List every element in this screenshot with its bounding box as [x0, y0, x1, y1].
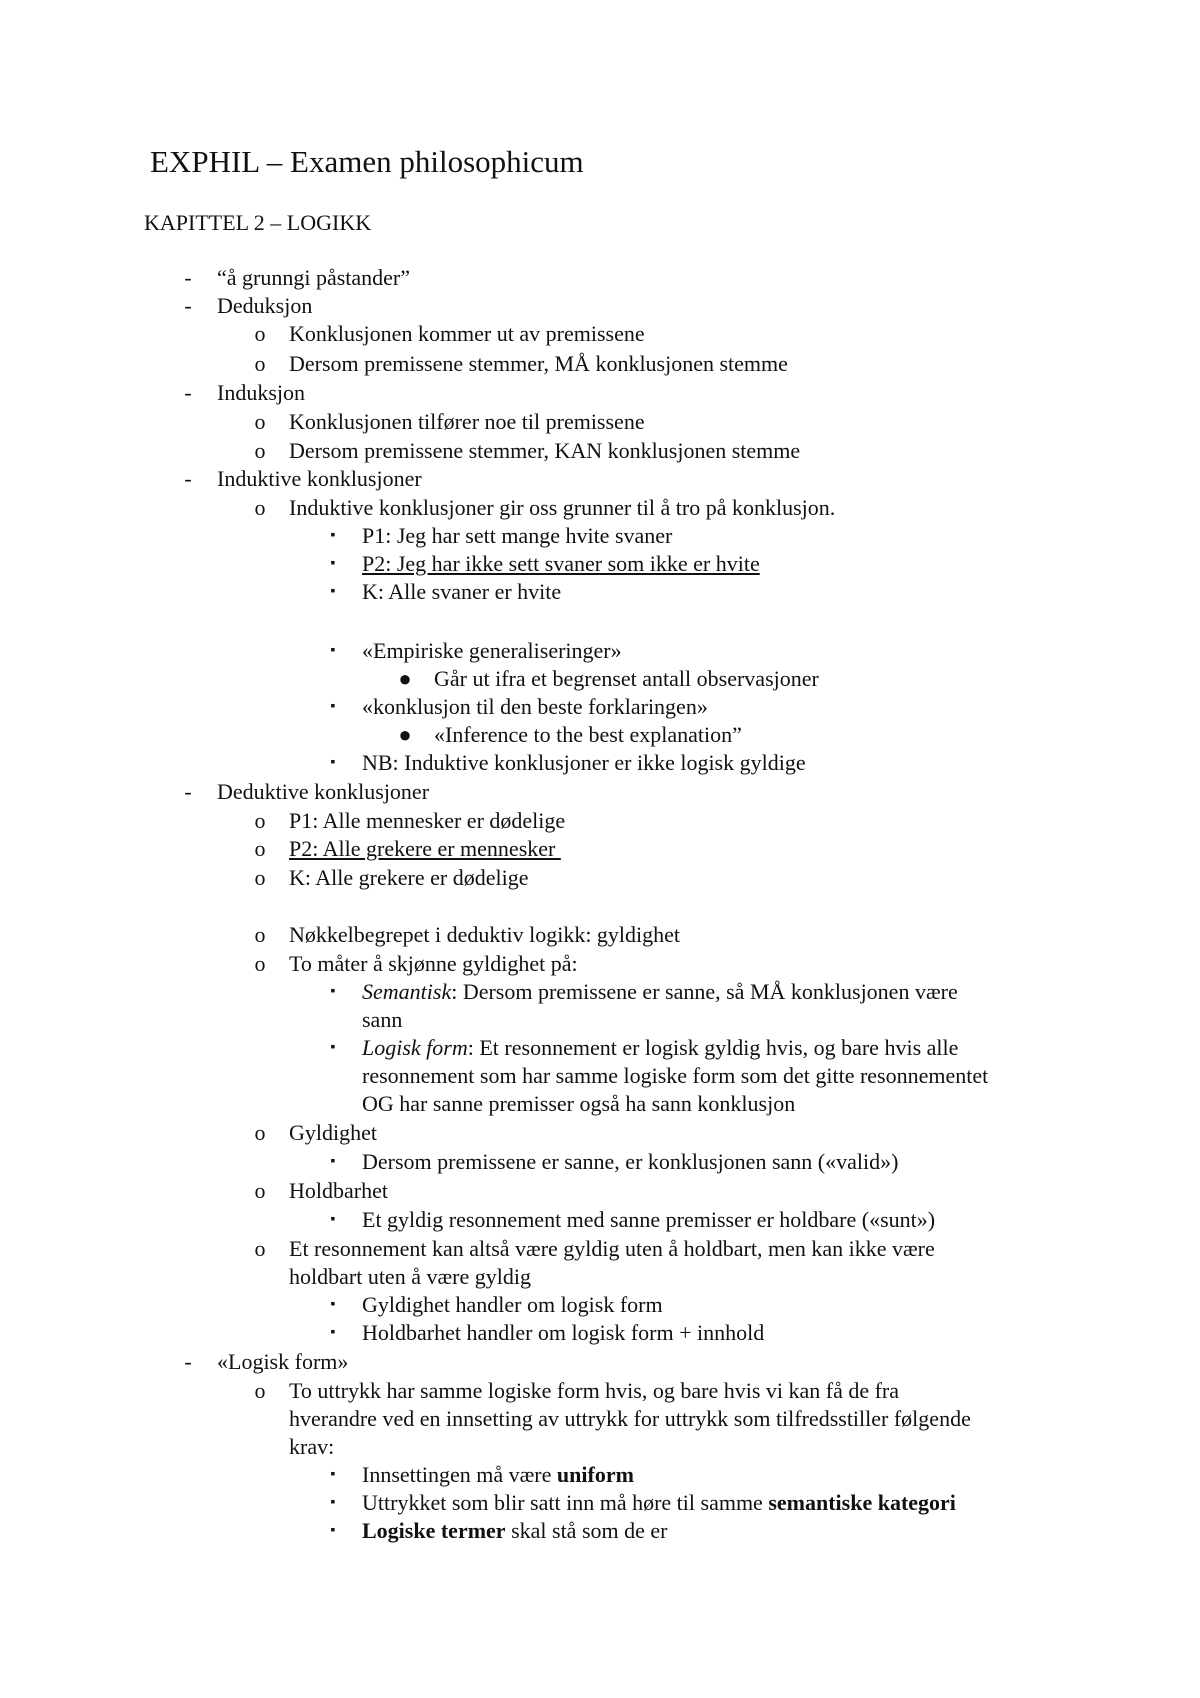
circle-bullet: o [254, 808, 266, 833]
list-item: Gyldighet [289, 1120, 377, 1145]
list-item: Induksjon [217, 380, 305, 405]
square-bullet: ▪ [330, 755, 336, 770]
list-item: Konklusjonen kommer ut av premissene [289, 321, 645, 346]
dash-bullet: - [184, 779, 192, 804]
list-item: «konklusjon til den beste forklaringen» [362, 694, 708, 719]
chapter-heading: KAPITTEL 2 – LOGIKK [144, 210, 372, 235]
square-bullet: ▪ [330, 984, 336, 999]
square-bullet: ▪ [330, 1297, 336, 1312]
bold-term: semantiske kategori [768, 1490, 956, 1515]
dash-bullet: - [184, 293, 192, 318]
square-bullet: ▪ [330, 528, 336, 543]
dash-bullet: - [184, 380, 192, 405]
list-item: P1: Alle mennesker er dødelige [289, 808, 566, 833]
circle-bullet: o [254, 1178, 266, 1203]
list-item: Går ut ifra et begrenset antall observasjoner [434, 666, 819, 691]
list-item-continuation: resonnement som har samme logiske form som det gitte resonnementet [362, 1063, 989, 1088]
item-text: : Dersom premissene er sanne, så MÅ konklusjonen være [451, 979, 958, 1004]
bold-term: Logiske termer [362, 1518, 506, 1543]
list-item: To måter å skjønne gyldighet på: [289, 951, 578, 976]
list-item-continuation: sann [362, 1007, 403, 1032]
circle-bullet: o [254, 495, 266, 520]
circle-bullet: o [254, 951, 266, 976]
document-title: EXPHIL – Examen philosophicum [150, 144, 584, 179]
square-bullet: ▪ [330, 584, 336, 599]
circle-bullet: o [254, 1236, 266, 1261]
circle-bullet: o [254, 409, 266, 434]
list-item: Deduktive konklusjoner [217, 779, 430, 804]
list-item: «Empiriske generaliseringer» [362, 638, 622, 663]
square-bullet: ▪ [330, 1467, 336, 1482]
dash-bullet: - [184, 265, 192, 290]
circle-bullet: o [254, 321, 266, 346]
square-bullet: ▪ [330, 699, 336, 714]
italic-term: Logisk form [362, 1035, 468, 1060]
circle-bullet: o [254, 836, 266, 861]
list-item: Holdbarhet handler om logisk form + innhold [362, 1320, 765, 1345]
list-item: Dersom premissene stemmer, MÅ konklusjonen stemme [289, 351, 788, 376]
circle-bullet: o [254, 1378, 266, 1403]
dot-bullet: ● [398, 666, 412, 691]
square-bullet: ▪ [330, 556, 336, 571]
item-text: Innsettingen må være [362, 1462, 557, 1487]
list-item: Gyldighet handler om logisk form [362, 1292, 663, 1317]
circle-bullet: o [254, 865, 266, 890]
list-item: K: Alle grekere er dødelige [289, 865, 529, 890]
list-item: Holdbarhet [289, 1178, 388, 1203]
list-item: K: Alle svaner er hvite [362, 579, 562, 604]
list-item: To uttrykk har samme logiske form hvis, og bare hvis vi kan få de fra [289, 1378, 900, 1403]
list-item: Induktive konklusjoner [217, 466, 422, 491]
item-text: Uttrykket som blir satt inn må høre til samme [362, 1490, 769, 1515]
square-bullet: ▪ [330, 1154, 336, 1169]
list-item: Et resonnement kan altså være gyldig uten å holdbart, men kan ikke være [289, 1236, 935, 1261]
list-item [362, 1517, 667, 1545]
italic-term: Semantisk [362, 979, 452, 1004]
square-bullet: ▪ [330, 1040, 336, 1055]
list-item: Nøkkelbegrepet i deduktiv logikk: gyldighet [289, 922, 681, 947]
square-bullet: ▪ [330, 1523, 336, 1538]
list-item: «Inference to the best explanation” [434, 722, 742, 747]
list-item: Konklusjonen tilfører noe til premissene [289, 409, 645, 434]
dot-bullet: ● [398, 722, 412, 747]
item-text: skal stå som de er [505, 1518, 668, 1543]
list-item: NB: Induktive konklusjoner er ikke logisk gyldige [362, 750, 806, 775]
list-item-continuation: OG har sanne premisser også ha sann konklusjon [362, 1091, 796, 1116]
list-item-continuation: krav: [289, 1434, 335, 1459]
circle-bullet: o [254, 438, 266, 463]
circle-bullet: o [254, 1120, 266, 1145]
list-item: «Logisk form» [217, 1349, 349, 1374]
square-bullet: ▪ [330, 1325, 336, 1340]
list-item: Dersom premissene er sanne, er konklusjonen sann («valid») [362, 1149, 899, 1174]
square-bullet: ▪ [330, 1212, 336, 1227]
square-bullet: ▪ [330, 1495, 336, 1510]
circle-bullet: o [254, 351, 266, 376]
list-item [362, 1489, 956, 1517]
list-item [362, 1034, 958, 1062]
list-item [362, 1461, 634, 1489]
circle-bullet: o [254, 922, 266, 947]
list-item [362, 978, 958, 1006]
dash-bullet: - [184, 466, 192, 491]
list-item-continuation: holdbart uten å være gyldig [289, 1264, 531, 1289]
bold-term: uniform [556, 1462, 634, 1487]
list-item: Dersom premissene stemmer, KAN konklusjonen stemme [289, 438, 801, 463]
list-item: “å grunngi påstander” [217, 265, 411, 290]
list-item: Deduksjon [217, 293, 313, 318]
list-item: Et gyldig resonnement med sanne premisser er holdbare («sunt») [362, 1207, 936, 1232]
square-bullet: ▪ [330, 643, 336, 658]
list-item: P2: Jeg har ikke sett svaner som ikke er hvite [362, 551, 760, 576]
list-item: P2: Alle grekere er mennesker [289, 836, 561, 861]
list-item-continuation: hverandre ved en innsetting av uttrykk for uttrykk som tilfredsstiller følgende [289, 1406, 971, 1431]
list-item: Induktive konklusjoner gir oss grunner til å tro på konklusjon. [289, 495, 836, 520]
list-item: P1: Jeg har sett mange hvite svaner [362, 523, 673, 548]
dash-bullet: - [184, 1349, 192, 1374]
item-text: : Et resonnement er logisk gyldig hvis, og bare hvis alle [467, 1035, 959, 1060]
